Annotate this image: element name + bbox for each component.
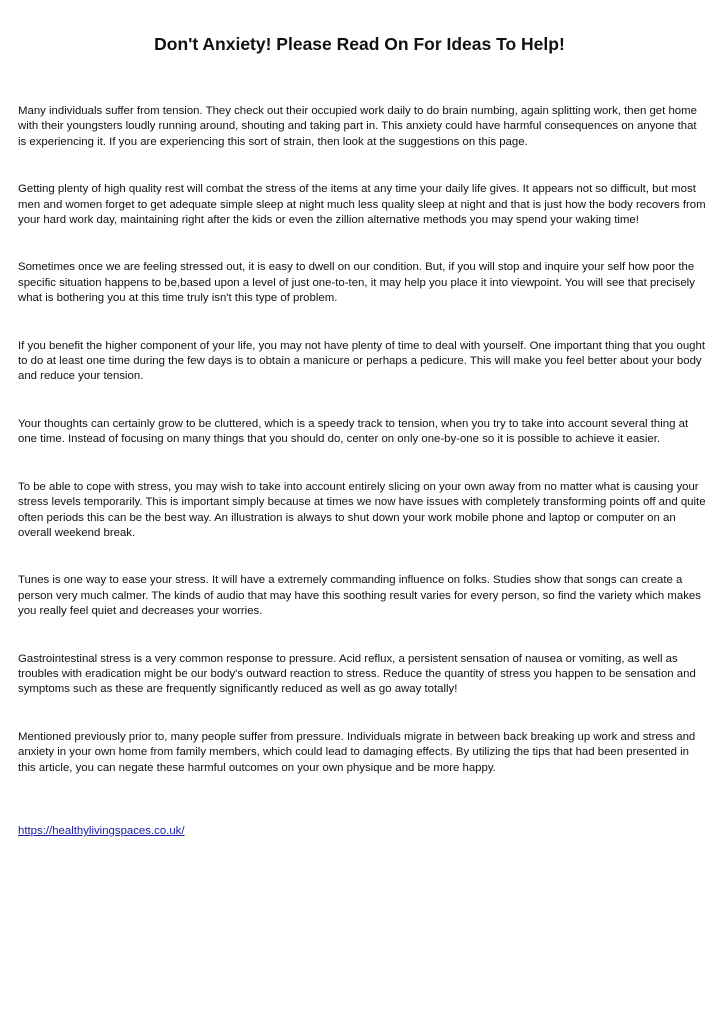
- page-title: Don't Anxiety! Please Read On For Ideas To Help!: [154, 34, 565, 54]
- paragraph-8: Gastrointestinal stress is a very common response to pressure. Acid reflux, a persistent sensation of nausea or vomiting, as well as troubles with eradication might be our body's outward reaction to stress. Reduce the quantity of stress you happen to be sensation and symptoms such as these are frequently significantly reduced as well as go away totally!: [18, 652, 696, 696]
- paragraph-3: Sometimes once we are feeling stressed out, it is easy to dwell on our condition. But, if you will stop and inquire your self how poor the specific situation happens to be,based upon a level of just one-to-ten, it may help you place it into viewpoint. You will see that precisely what is bothering you at this time truly isn't this type of problem.: [18, 261, 695, 305]
- paragraph-6: To be able to cope with stress, you may wish to take into account entirely slicing on your own away from no matter what is causing your stress levels temporarily. This is important simply because at times we now have issues with completely transforming points off and quite often periods this can be the best way. An illustration is always to shut down your work mobile phone and laptop or computer on an overall weekend break.: [18, 480, 706, 539]
- link-container: [18, 824, 706, 839]
- source-link[interactable]: https://healthylivingspaces.co.uk/: [18, 824, 185, 837]
- paragraph-2: Getting plenty of high quality rest will combat the stress of the items at any time your daily life gives. It appears not so difficult, but most men and women forget to get adequate simple sleep at night much less quality sleep at night and that is just how the body recovers from your hard work day, maintaining right after the kids or even the zillion alternative methods you may spend your waking time!: [18, 183, 706, 227]
- paragraph-1: Many individuals suffer from tension. They check out their occupied work daily to do brain numbing, again splitting work, then get home with their youngsters loudly running around, shouting and taking part in. This anxiety could have harmful consequences on anyone that is experiencing it. If you are experiencing this sort of strain, then look at the suggestions on this page.: [18, 105, 697, 148]
- article-body: [18, 104, 706, 839]
- paragraph-5: Your thoughts can certainly grow to be cluttered, which is a speedy track to tension, when you try to take into account several thing at one time. Instead of focusing on many things that you should do, center on only one-by-one so it is possible to achieve it easier.: [18, 417, 689, 446]
- paragraph-7: Tunes is one way to ease your stress. It will have a extremely commanding influence on folks. Studies show that songs can create a person very much calmer. The kinds of audio that may have this soothing result varies for every person, so find the variety which makes you really feel quiet and decreases your worries.: [18, 574, 701, 618]
- paragraph-9: Mentioned previously prior to, many people suffer from pressure. Individuals migrate in between back breaking up work and stress and anxiety in your own home from family members, which could lead to damaging effects. By utilizing the tips that had been presented in this article, you can negate these harmful outcomes on your own physique and be more happy.: [18, 730, 696, 774]
- paragraph-4: If you benefit the higher component of your life, you may not have plenty of time to deal with yourself. One important thing that you ought to do at least one time during the few days is to obtain a manicure or perhaps a pedicure. This will make you feel better about your body and reduce your tension.: [18, 339, 706, 383]
